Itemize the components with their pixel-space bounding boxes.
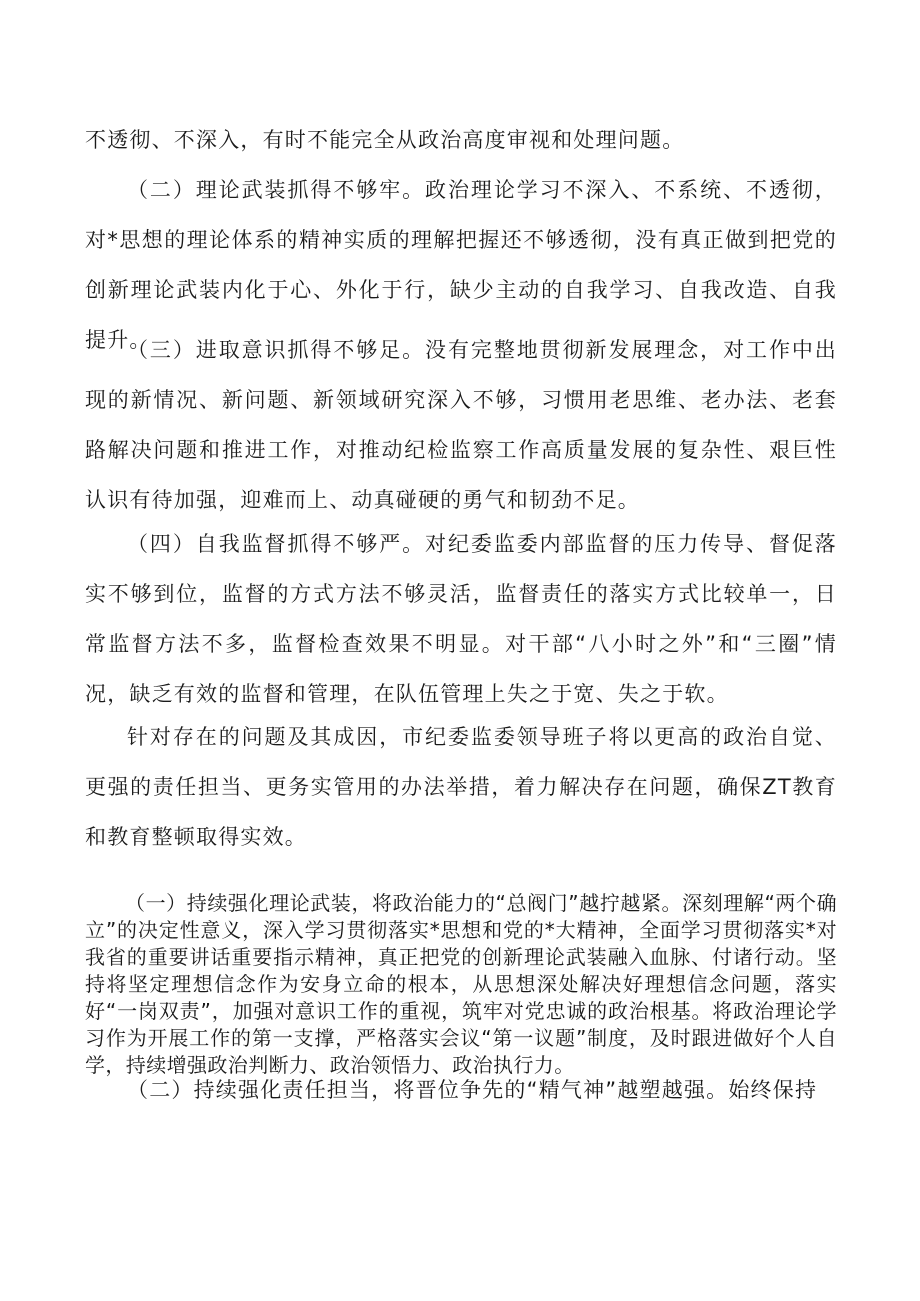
paragraph-continued: 不透彻、不深入，有时不能完全从政治高度审视和处理问题。 <box>85 128 685 152</box>
paragraph-enterprising-spirit: （三）进取意识抓得不够足。没有完整地贯彻新发展理念，对工作中出现的新情况、新问题、新领域研究深入不够，习惯用老思维、老办法、老套路解决问题和推进工作，对推动纪检监察工作高质量发展的复杂性、艰巨性认识有待加强，迎难而上、动真碰硬的勇气和韧劲不足。 <box>85 338 837 512</box>
paragraph-strengthen-theory: （一）持续强化理论武装，将政治能力的“总阀门”越拧越紧。深刻理解“两个确立”的决定性意义，深入学习贯彻落实*思想和党的*大精神，全面学习贯彻落实*对我省的重要讲话重要指示精神，真正把党的创新理论武装融入血脉、付诸行动。坚持将坚定理想信念作为安身立命的根本，从思想深处解决好理想信念问题，落实好“一岗双责”，加强对意识工作的重视，筑牢对党忠诚的政治根基。将政治理论学习作为开展工作的第一支撑，严格落实会议“第一议题”制度，及时跟进做好个人自学，持续增强政治判断力、政治领悟力、政治执行力。 <box>85 891 837 1077</box>
paragraph-measures-intro: 针对存在的问题及其成因，市纪委监委领导班子将以更高的政治自觉、更强的责任担当、更务实管用的办法举措，着力解决存在问题，确保ZT教育和教育整顿取得实效。 <box>85 725 837 849</box>
paragraph-strengthen-responsibility: （二）持续强化责任担当，将晋位争先的“精气神”越塑越强。始终保持 <box>127 1078 818 1102</box>
paragraph-theory-arming: （二）理论武装抓得不够牢。政治理论学习不深入、不系统、不透彻，对*思想的理论体系的精神实质的理解把握还不够透彻，没有真正做到把党的创新理论武装内化于心、外化于行，缺少主动的自我学习、自我改造、自我提升。 <box>85 178 837 352</box>
paragraph-self-supervision: （四）自我监督抓得不够严。对纪委监委内部监督的压力传导、督促落实不够到位，监督的方式方法不够灵活，监督责任的落实方式比较单一，日常监督方法不多，监督检查效果不明显。对干部“八小时之外”和“三圈”情况，缺乏有效的监督和管理，在队伍管理上失之于宽、失之于软。 <box>85 532 837 706</box>
